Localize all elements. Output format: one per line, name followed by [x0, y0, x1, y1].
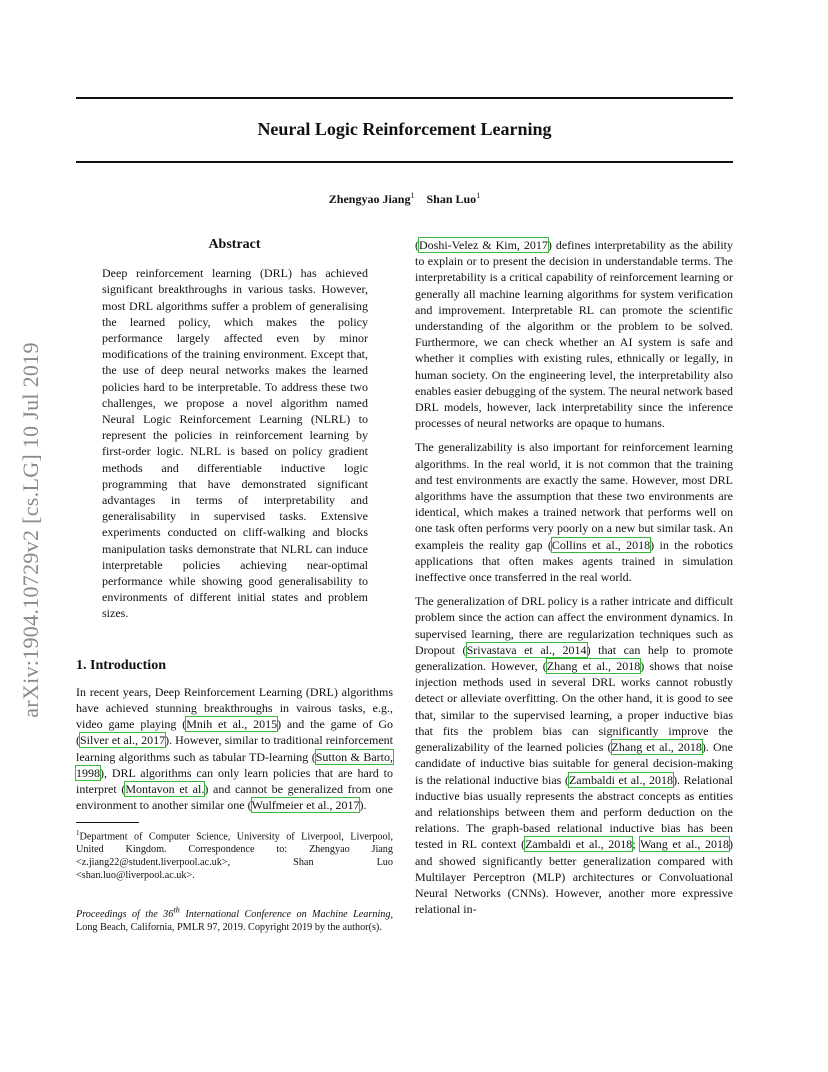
abstract-text: Deep reinforcement learning (DRL) has achieved significant breakthroughs in various tasks. However, most DRL algorithms suffer a problem of generalising the learned policy, which makes the policy performance largely affected even by minor modifications of the training environment. Except that, the use of deep neural networks makes the learned policies hard to be interpretable. To address these two challenges, we propose a novel algorithm named Neural Logic Reinforcement Learning (NLRL) to represent the policies in reinforcement learning by first-order logic. NLRL is based on policy gradient methods and differentiable inductive logic programming that have demonstrated significant advantages in terms of interpretability and generalisability in supervised tasks. Extensive experiments conducted on cliff-walking and blocks manipulation tasks demonstrate that NLRL can induce interpretable policies achieving near-optimal performance while showing good generalisability to environments of different initial states and problem sizes.	[102, 266, 368, 621]
right-column	[415, 237, 733, 925]
proceedings-lead: Proceedings of the 36	[76, 909, 174, 921]
citation-link[interactable]: Zambaldi et al., 2018	[568, 772, 674, 787]
title-top-rule	[76, 97, 733, 99]
proceedings-sup: th	[173, 904, 180, 915]
title-bottom-rule	[76, 161, 733, 163]
author-name: Zhengyao Jiang	[328, 192, 411, 206]
arxiv-identifier: arXiv:1904.10729v2 [cs.LG] 10 Jul 2019	[18, 342, 43, 718]
generalizability-paragraph: The generalizability is also important for reinforcement learning algorithms. In the real world, it is not common that the training and test environments are exactly the same. However, most DRL algorithms have the assumption that these two environments are identical, which makes a trained network that performs well on one task often performs very poorly on a new but similar task. An exampleis the reality gap (Collins et al., 2018) in the robotics applications that often makes agents trained in simulation ineffective once transferred in the real world.	[415, 440, 733, 585]
arxiv-sidebar	[6, 300, 56, 760]
citation-link[interactable]: Srivastava et al., 2014	[466, 642, 587, 657]
left-column	[76, 237, 393, 934]
author-affil: 1	[410, 191, 415, 200]
citation-link[interactable]: Silver et al., 2017	[80, 733, 166, 748]
citation-link[interactable]: Doshi-Velez & Kim, 2017	[419, 238, 548, 252]
author-list	[76, 191, 733, 207]
footnote-mark: 1	[76, 828, 80, 837]
citation-link[interactable]: Collins et al., 2018	[551, 537, 651, 552]
footnote-text: Department of Computer Science, University of Liverpool, Liverpool, United Kingdom. Correspondence to: Zhengyao Jiang <z.jiang22@student.liverpool.ac.uk>, Shan Luo <shan.luo@liverpool.ac.uk>.	[76, 830, 393, 881]
proceedings-rest: , Long Beach, California, PMLR 97, 2019. Copyright 2019 by the author(s).	[76, 909, 394, 934]
citation-link[interactable]: Sutton & Barto, 1998	[76, 749, 393, 780]
footnote-rule	[76, 822, 139, 823]
proceedings-venue: International Conference on Machine Learning	[179, 909, 391, 921]
abstract-heading: Abstract	[208, 237, 261, 252]
citation-link[interactable]: Mnih et al., 2015	[186, 717, 278, 732]
citation-link[interactable]: Zhang et al., 2018	[611, 740, 702, 755]
citation-link[interactable]: Zhang et al., 2018	[546, 659, 641, 674]
generalization-paragraph: The generalization of DRL policy is a rather intricate and difficult problem since the action can affect the environment dynamics. In supervised learning, there are regularization techniques such as Dropout (Srivastava et al., 2014) that can help to promote generalization. However, (Zhang et al., 2018) shows that noise injection methods used in several DRL works cannot robustly detect or alleviate overfitting. On the other hand, it is good to see that, similar to the supervised learning, a proper inductive bias that fits the problem bias can significantly improve the generalizability of the learned policies (Zhang et al., 2018). One candidate of inductive bias suitable for general decision-making is the relational inductive bias (Zambaldi et al., 2018). Relational inductive bias usually represents the abstract concepts as entities and relationships between them and perform deduction on the relations. The graph-based relational inductive bias has been tested in RL context (Zambaldi et al., 2018; Wang et al., 2018) and showed significantly better generalization compared with Multilayer Perceptron (MLP) architectures or Convoluational Neural Networks (CNNs). However, another more expressive relational in-	[415, 594, 734, 917]
citation-link[interactable]: Wulfmeier et al., 2017	[251, 798, 360, 813]
interpretability-paragraph: (Doshi-Velez & Kim, 2017) defines interpretability as the ability to explain or to present the decision in understandable terms. The interpretability is a critical capability of reinforcement learning or generally all machine learning algorithms for system verification and improvement. Interpretable RL can promote the scientific understanding of the algorithm or the problem to be solved. Furthermore, we can check whether an AI system is safe and whether it complies with existing rules, ethnically or legally, in human society. On the engineering level, the interpretability also enables easier debugging of the system. The neural network based DRL models, however, lack interpretability since the inference processes of neural networks are opaque to humans.	[415, 238, 733, 431]
author-name: Shan Luo	[426, 192, 477, 206]
affiliation-footnote	[76, 827, 393, 882]
citation-link[interactable]: Zambaldi et al., 2018	[525, 837, 633, 852]
intro-paragraph: In recent years, Deep Reinforcement Learning (DRL) algorithms have achieved stunning breakthroughs in vairous tasks, e.g., video game playing (Mnih et al., 2015) and the game of Go (Silver et al., 2017). However, similar to traditional reinforcement learning algorithms such as tabular TD-learning (Sutton & Barto, 1998), DRL algorithms can only learn policies that are hard to interpret (Montavon et al.) and cannot be generalized from one environment to another similar one (Wulfmeier et al., 2017).	[76, 684, 393, 813]
proceedings-note	[76, 904, 393, 934]
section-heading-introduction: 1. Introduction	[76, 657, 166, 673]
citation-link[interactable]: Wang et al., 2018	[640, 837, 730, 852]
author-affil: 1	[476, 191, 481, 200]
citation-link[interactable]: Montavon et al.	[125, 782, 205, 797]
paper-title: Neural Logic Reinforcement Learning	[257, 119, 552, 139]
